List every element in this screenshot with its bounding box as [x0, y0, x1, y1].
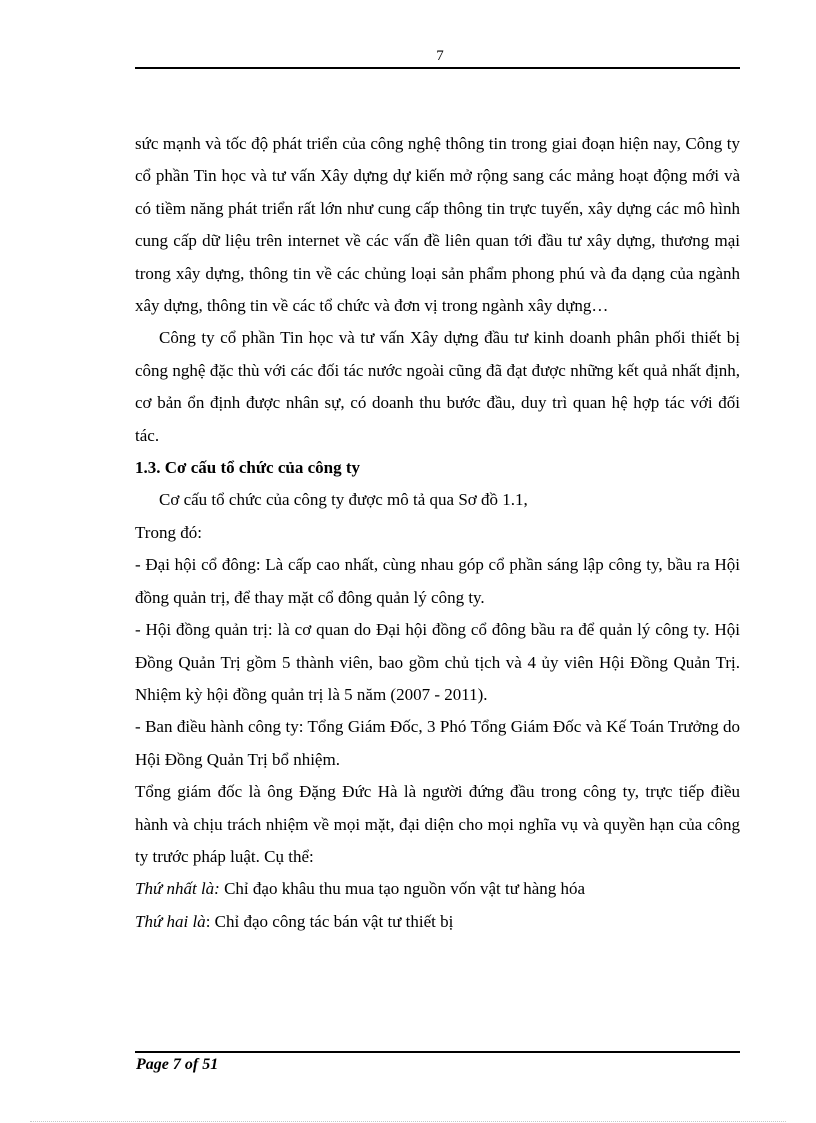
list-item-first-text: Chỉ đạo khâu thu mua tạo nguồn vốn vật tư hàng hóa [219, 879, 586, 899]
bullet-executive: - Ban điều hành công ty: Tổng Giám Đốc, 3 Phó Tổng Giám Đốc và Kế Toán Trưởng do Hội Đồng Quản Trị bổ nhiệm. [135, 717, 740, 769]
section-heading: 1.3. Cơ cấu tổ chức của công ty [135, 458, 361, 478]
paragraph-in-which: Trong đó: [135, 522, 202, 542]
page-edge-dotted-line [30, 1121, 786, 1122]
body-content [135, 128, 740, 938]
list-item-second-label: Thứ hai là [135, 911, 206, 931]
paragraph-ceo: Tổng giám đốc là ông Đặng Đức Hà là người đứng đầu trong công ty, trực tiếp điều hành và chịu trách nhiệm về mọi mặt, đại diện cho mọi nghĩa vụ và quyền hạn của công ty trước pháp luật. Cụ thể: [135, 782, 740, 866]
paragraph-structure: Cơ cấu tổ chức của công ty được mô tả qua Sơ đồ 1.1, [159, 490, 528, 510]
list-item-first [135, 873, 740, 905]
list-item-first-label: Thứ nhất là: [135, 879, 220, 899]
header-page-number: 7 [436, 48, 444, 64]
header-rule [135, 67, 740, 69]
paragraph-distribution: Công ty cổ phần Tin học và tư vấn Xây dựng đầu tư kinh doanh phân phối thiết bị công nghệ đặc thù với các đối tác nước ngoài cũng đã đạt được những kết quả nhất định, cơ bản ổn định được nhân sự, có doanh thu bước đầu, duy trì quan hệ hợp tác với đối tác. [135, 328, 740, 445]
bullet-board: - Hội đồng quản trị: là cơ quan do Đại hội đồng cổ đông bầu ra để quản lý công ty. Hội Đồng Quản Trị gồm 5 thành viên, bao gồm chủ tịch và 4 ủy viên Hội Đồng Quản Trị. Nhiệm kỳ hội đồng quản trị là 5 năm (2007 - 2011). [135, 620, 740, 704]
footer-rule [135, 1051, 740, 1053]
list-item-second [135, 906, 740, 938]
paragraph-intro: sức mạnh và tốc độ phát triển của công nghệ thông tin trong giai đoạn hiện nay, Công ty cổ phần Tin học và tư vấn Xây dựng dự kiến mở rộng sang các mảng hoạt động mới và có tiềm năng phát triển rất lớn như cung cấp thông tin trực tuyến, xây dựng các mô hình cung cấp dữ liệu trên internet về các vấn đề liên quan tới đầu tư xây dựng, thương mại trong xây dựng, thông tin về các chủng loại sản phẩm phong phú và đa dạng của ngành xây dựng, thông tin về các tổ chức và đơn vị trong ngành xây dựng… [135, 134, 740, 316]
footer-page-label: Page 7 of 51 [136, 1056, 219, 1073]
list-item-second-text: : Chỉ đạo công tác bán vật tư thiết bị [205, 911, 454, 931]
bullet-shareholders: - Đại hội cổ đông: Là cấp cao nhất, cùng nhau góp cổ phần sáng lập công ty, bầu ra Hội đồng quản trị, để thay mặt cổ đông quản lý công ty. [135, 555, 740, 607]
